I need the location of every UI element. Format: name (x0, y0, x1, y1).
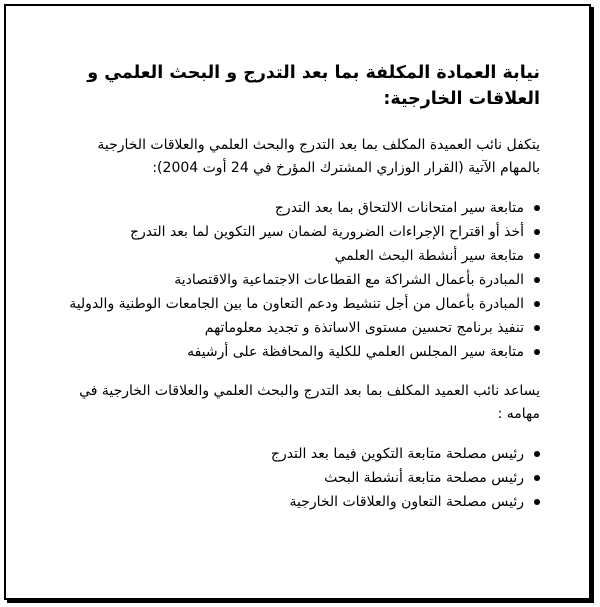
document-content (64, 60, 540, 530)
assist-paragraph: يساعد نائب العميد المكلف بما بعد التدرج والبحث العلمي والعلاقات الخارجية في مهامه : (79, 383, 540, 422)
assistants-list (64, 442, 540, 514)
list-item: رئيس مصلحة التعاون والعلاقات الخارجية (64, 490, 524, 514)
list-item: المبادرة بأعمال الشراكة مع القطاعات الاجتماعية والاقتصادية (64, 268, 524, 292)
list-item: متابعة سير امتحانات الالتحاق بما بعد التدرج (64, 196, 524, 220)
list-item: تنفيذ برنامج تحسين مستوى الاساتذة و تجديد معلوماتهم (64, 316, 524, 340)
document-frame (4, 4, 591, 600)
list-item: أخذ أو اقتراح الإجراءات الضرورية لضمان سير التكوين لما بعد التدرج (64, 220, 524, 244)
list-item: متابعة سير المجلس العلمي للكلية والمحافظة على أرشيفه (64, 340, 524, 364)
list-item: رئيس مصلحة متابعة التكوين فيما بعد التدرج (64, 442, 524, 466)
intro-paragraph: يتكفل نائب العميدة المكلف بما بعد التدرج والبحث العلمي والعلاقات الخارجية بالمهام الآتية (القرار الوزاري المشترك المؤرخ في 24 أوت 2004): (97, 137, 540, 176)
section-title: نيابة العمادة المكلفة بما بعد التدرج و البحث العلمي و العلاقات الخارجية: (87, 63, 540, 109)
list-item: متابعة سير أنشطة البحث العلمي (64, 244, 524, 268)
duties-list (64, 196, 540, 364)
list-item: المبادرة بأعمال من أجل تنشيط ودعم التعاون ما بين الجامعات الوطنية والدولية (64, 292, 524, 316)
list-item: رئيس مصلحة متابعة أنشطة البحث (64, 466, 524, 490)
